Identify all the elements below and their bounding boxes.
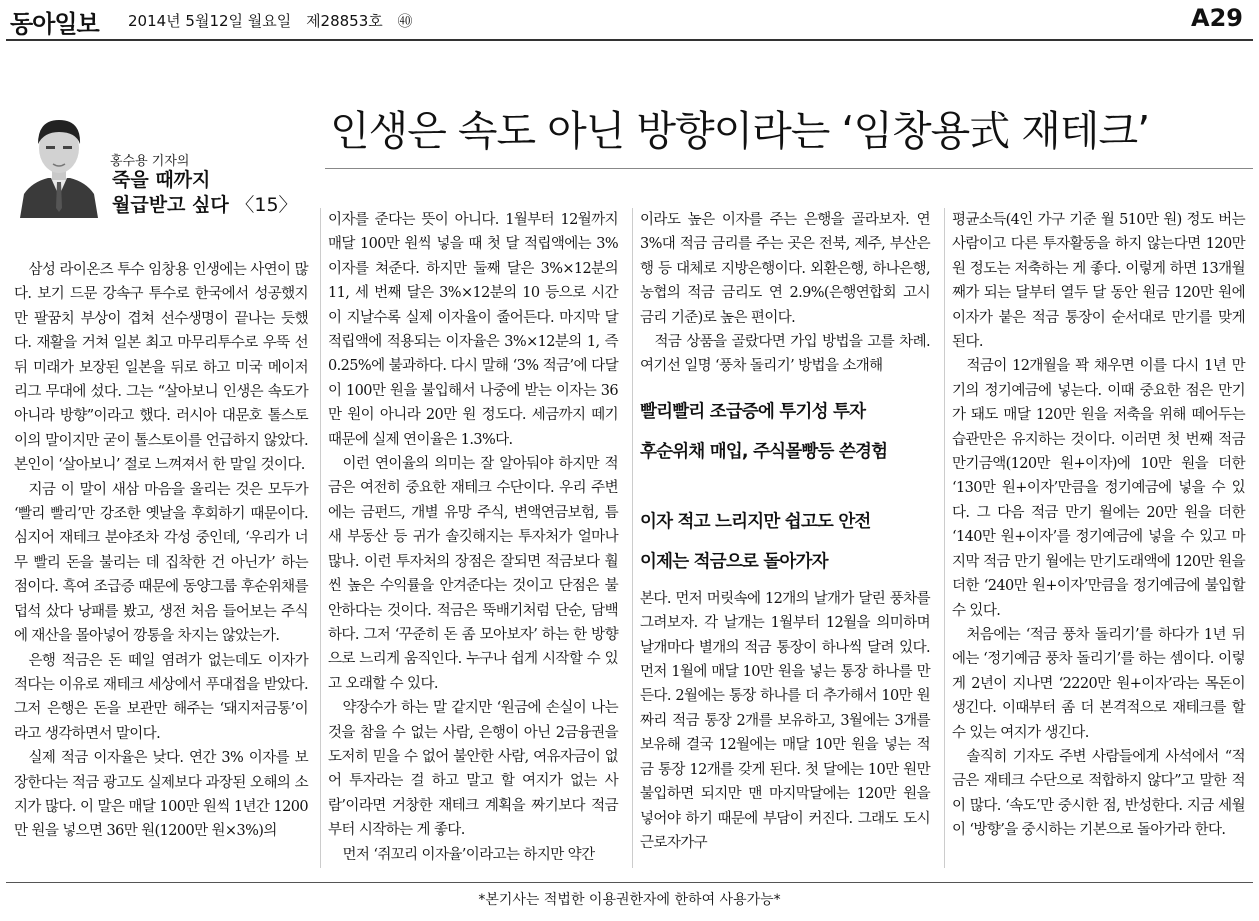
paragraph: 지금 이 말이 새삼 마음을 울리는 것은 모두가 ‘빨리 빨리’만 강조한 옛날을 후회하기 때문이다. 심지어 재테크 분야조차 각성 중인데, ‘우리가 너무 빨리 돈을 불리는 데 집착한 건 아닌가’ 하는 점이다. 흑여 조급증 때문에 동양그룹 후순위채를 덥석 샀다 낭패를 봤고, 생전 처음 들어보는 주식에 재산을 몰아넣어 깡통을 차지는 않았는가. bbox=[14, 481, 308, 645]
article-column-4 bbox=[952, 208, 1245, 843]
dateline bbox=[128, 10, 423, 31]
copyright-notice: *본기사는 적법한 이용권한자에 한하여 사용가능* bbox=[478, 892, 781, 908]
paragraph: 이라도 높은 이자를 주는 은행을 골라보자. 연 3%대 적금 금리를 주는 곳은 전북, 제주, 부산은행 등 대체로 지방은행이다. 외환은행, 하나은행, 농협의 적금 금리도 연 2.9%(은행연합회 고시 금리 기준)로 높은 편이다. bbox=[640, 212, 930, 326]
paragraph: 적금이 12개월을 꽉 채우면 이를 다시 1년 만기의 정기예금에 넣는다. 이때 중요한 점은 만기가 돼도 매달 120만 원을 저축을 위해 떼어두는 습관만은 유지하는 것이다. 이러면 첫 번째 적금 만기금액(120만 원+이자)에 10만 원을 더한 ‘130만 원+이자’만큼을 정기예금에 넣을 수 있다. 그 다음 적금 만기 월에는 20만 원을 더한 ‘140만 원+이자’를 정기예금에 넣을 수 있고 마지막 적금 만기 월에는 만기도래액에 120만 원을 더한 ‘240만 원+이자’만큼을 정기예금에 불입할 수 있다. bbox=[952, 358, 1245, 619]
masthead-divider bbox=[6, 39, 1253, 41]
edition-number: ㊵ bbox=[397, 12, 413, 30]
paragraph: 솔직히 기자도 주변 사람들에게 사석에서 “적금은 재테크 수단으로 적합하지 않다”고 말한 적이 많다. ‘속도’만 중시한 점, 반성한다. 지금 세월이 ‘방향’을 중시하는 기본으로 돌아가라 한다. bbox=[952, 748, 1245, 839]
reporter-photo bbox=[18, 110, 100, 218]
article-column-3 bbox=[640, 208, 930, 855]
article-column-2 bbox=[328, 208, 618, 867]
headline-divider bbox=[325, 168, 1253, 169]
paragraph: 적금 상품을 골랐다면 가입 방법을 고를 차례. 여기선 일명 ‘풍차 돌리기’ 방법을 소개해 bbox=[640, 334, 930, 375]
paragraph: 은행 적금은 돈 떼일 염려가 없는데도 이자가 적다는 이유로 재테크 세상에서 푸대접을 받았다. 그저 은행은 돈을 보관만 해주는 ‘돼지저금통’이라고 생각하면서 말이다. bbox=[14, 652, 308, 742]
series-title-line2: 월급받고 싶다 bbox=[112, 194, 229, 216]
subhead-line: 이제는 적금으로 돌아가자 bbox=[640, 551, 828, 572]
subhead-line: 후순위채 매입, 주식몰빵등 쓴경험 bbox=[640, 441, 888, 462]
issue-number: 제28853호 bbox=[306, 12, 383, 30]
series-episode-number: 〈15〉 bbox=[235, 194, 298, 216]
masthead bbox=[0, 0, 1259, 40]
paragraph: 약장수가 하는 말 같지만 ‘원금에 손실이 나는 것을 참을 수 없는 사람, 은행이 아닌 2금융권을 도저히 믿을 수 없어 불안한 사람, 여유자금이 없어 투자라는 걸 하고 말고 할 여지가 없는 사람’이라면 거창한 재테크 계획을 짜기보다 적금부터 시작하는 게 좋다. bbox=[328, 700, 618, 839]
footer-divider bbox=[6, 882, 1253, 883]
headline: 인생은 속도 아닌 방향이라는 ‘임창용式 재테크’ bbox=[330, 107, 1150, 155]
series-title-line1: 죽을 때까지 bbox=[112, 169, 211, 191]
reporter-byline: 홍수용 기자의 bbox=[110, 154, 190, 169]
paragraph: 본다. 먼저 머릿속에 12개의 날개가 달린 풍차를 그려보자. 각 날개는 1월부터 12월을 의미하며 날개마다 별개의 적금 통장이 하나씩 달려 있다. 먼저 1월에 매달 10만 원을 넣는 통장 하나를 만든다. 2월에는 통장 하나를 더 추가해서 10만 원짜리 적금 통장 2개를 보유하고, 3월에는 3개를 보유해 결국 12월에는 매달 10만 원을 넣는 적금 통장 12개를 갖게 된다. 첫 달에는 10만 원만 불입하면 되지만 맨 마지막달에는 120만 원을 넣어야 하기 때문에 부담이 커진다. 그래도 도시근로자가구 bbox=[640, 590, 930, 851]
article-column-1 bbox=[14, 258, 308, 844]
subhead-line: 빨리빨리 조급증에 투기성 투자 bbox=[640, 401, 866, 422]
paragraph: 평균소득(4인 가구 기준 월 510만 원) 정도 버는 사람이고 다른 투자활동을 하지 않는다면 120만 원 정도는 저축하는 게 좋다. 이렇게 하면 13개월째가 되는 달부터 열두 달 동안 원금 120만 원에 이자가 붙은 적금 통장이 순서대로 만기를 맞게 된다. bbox=[952, 212, 1245, 351]
subhead-line: 이자 적고 느리지만 쉽고도 안전 bbox=[640, 511, 871, 532]
paragraph: 이자를 준다는 뜻이 아니다. 1월부터 12월까지 매달 100만 원씩 넣을 때 첫 달 적립액에는 3% 이자를 쳐준다. 하지만 둘째 달은 3%×12분의 11, 세 번째 달은 3%×12분의 10 등으로 시간이 지날수록 실제 이자율이 줄어든다. 마지막 달 적립액에 적용되는 이자율은 3%×12분의 1, 즉 0.25%에 불과하다. 다시 말해 ‘3% 적금’에 다달이 100만 원을 불입해서 나중에 받는 이자는 36만 원이 아니라 20만 원 정도다. 세금까지 떼기 때문에 실제 연이율은 1.3%다. bbox=[328, 212, 618, 448]
column-divider bbox=[320, 208, 321, 868]
issue-date: 2014년 5월12일 월요일 bbox=[128, 12, 292, 30]
paragraph: 삼성 라이온즈 투수 임창용 인생에는 사연이 많다. 보기 드문 강속구 투수로 한국에서 성공했지만 팔꿈치 부상이 겹쳐 선수생명이 끝나는 듯했다. 재활을 거쳐 일본 최고 마무리투수로 우뚝 선 뒤 미래가 보장된 일본을 뒤로 하고 미국 메이저리그 무대에 섰다. 그는 “살아보니 인생은 속도가 아니라 방향”이라고 했다. 러시아 대문호 톨스토이의 말이지만 굳이 톨스토이를 언급하지 않았다. 본인이 ‘살아보니’ 절로 느껴져서 한 말일 것이다. bbox=[14, 262, 308, 474]
page-number: A29 bbox=[1191, 4, 1243, 32]
column-divider bbox=[632, 208, 633, 868]
subheadlines bbox=[640, 397, 930, 577]
paragraph: 이런 연이율의 의미는 잘 알아둬야 하지만 적금은 여전히 중요한 재테크 수단이다. 우리 주변에는 금펀드, 개별 유망 주식, 변액연금보험, 틈새 부동산 등 귀가 솔깃해지는 투자처가 얼마나 많나. 이런 투자처의 장점은 잘되면 적금보다 훨씬 높은 수익률을 안겨준다는 것이고 단점은 불안하다는 것이다. 적금은 뚝배기처럼 단순, 담백하다. 그저 ‘꾸준히 돈 좀 모아보자’ 하는 한 방향으로 느리게 움직인다. 누구나 쉽게 시작할 수 있고 오래할 수 있다. bbox=[328, 456, 618, 692]
paragraph: 처음에는 ‘적금 풍차 돌리기’를 하다가 1년 뒤에는 ‘정기예금 풍차 돌리기’를 하는 셈이다. 이렇게 2년이 지나면 ‘2220만 원+이자’라는 목돈이 생긴다. 이때부터 좀 더 본격적으로 재테크를 할 수 있는 여지가 생긴다. bbox=[952, 626, 1245, 741]
paragraph: 먼저 ‘쥐꼬리 이자율’이라고는 하지만 약간 bbox=[342, 846, 595, 863]
paragraph: 실제 적금 이자율은 낮다. 연간 3% 이자를 보장한다는 적금 광고도 실제보다 과장된 오해의 소지가 많다. 이 말은 매달 100만 원씩 1년간 1200만 원을 넣으면 36만 원(1200만 원×3%)의 bbox=[14, 750, 308, 840]
newspaper-logo: 동아일보 bbox=[10, 10, 99, 38]
column-divider bbox=[944, 208, 945, 868]
column-series-title bbox=[112, 168, 298, 218]
